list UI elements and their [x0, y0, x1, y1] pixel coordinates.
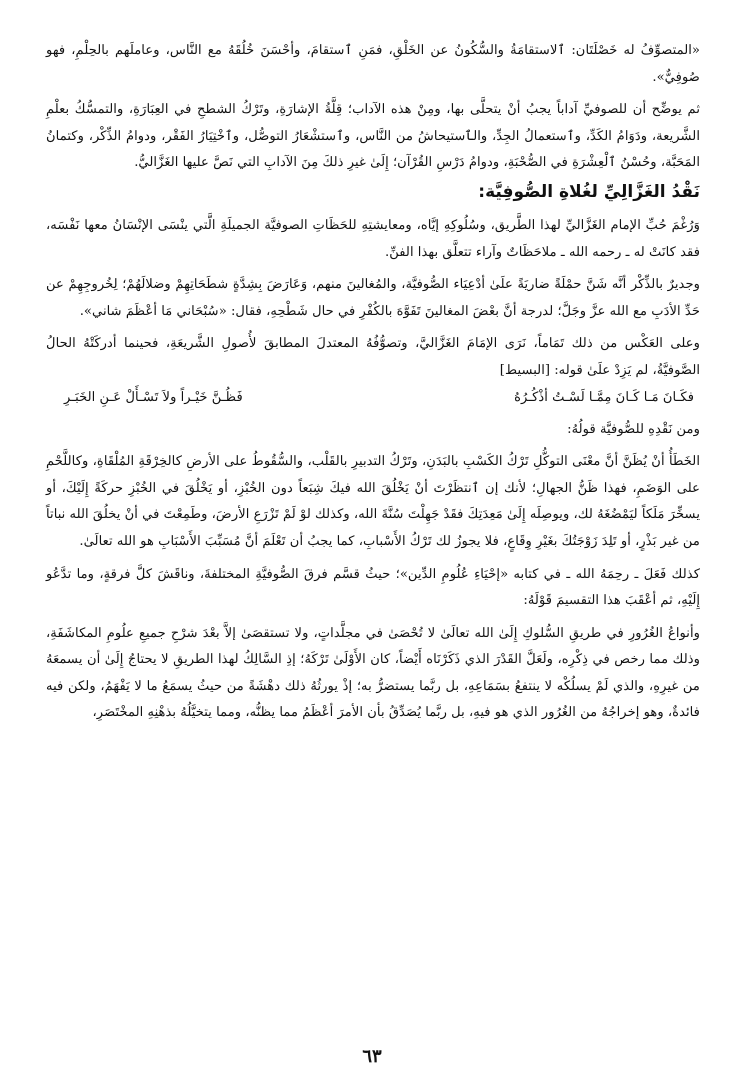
- paragraph-critique: وجديرٌ بالذِّكْر أنَّه شَنَّ حمْلَةً ضاريَةً علَىٰ أدْعِيَاء الصُّوفيَّة، والمُغالينَ منهم، وَعَارَضَ بِشِدَّةٍ شطَحَاتِهِمْ وضلالَهُمْ؛ لِخُروجِهِمْ عن حَدِّ الأدَبِ مع الله عزَّ وجَلَّ؛ لدرجة أنَّ بعْضَ المغالينَ تَفَوَّهَ بالكُفْرِ في حال شَطْحِهِ، فقال: «سُبْحَاني مَا أعْظَمَ شاني».: [46, 277, 700, 319]
- paragraph-ihya: كذلك فَعَلَ ـ رحِمَهُ الله ـ في كتابه «إحْيَاءِ عُلُومِ الدِّين»؛ حيثُ قسَّم فرقَ الصُّوفيَّةِ المختلفةَ، وناقَشَ كلَّ فرقةٍ، وما تدَّعُو إِلَيْهِ، ثم أعْقَبَ هذا التقسيمَ قَوْلَهُ:: [46, 566, 700, 609]
- paragraph-love-of-path: وَرُغْمَ حُبِّ الإمام الغَزَّاليِّ لهذا الطَّريق، وسُلُوكِهِ إيَّاه، ومعايشتِهِ للحَظَاتِ الصوفيَّة الجميلَةِ الَّتي ينْسَى الإنْسَانُ معها نَفْسَه، فقد كانَتْ له ـ رحمه الله ـ ملاحَظَاتٌ وآراء تتعلَّق بهذا الفنِّ.: [46, 217, 700, 260]
- paragraph-intro-quote: ومن نَقْدِهِ للصُّوفيَّة قولُهُ:: [567, 421, 700, 437]
- document-page: [46, 38, 700, 727]
- paragraph-contrast: وعلى العَكْس من ذلك تَمَاماً، نَرَى الإمَامَ الغَزَّاليَّ، وتصوُّفُهُ المعتدلَ المطابقَ لأُصولِ الشَّريعَةِ، فحينما أدركَتْهُ الحالُ الصَّوفيَّةُ، لم يَزِدْ علَىٰ قوله: [البسيط]: [46, 336, 700, 378]
- paragraph-etiquettes: ثم يوضِّح أن للصوفيِّ آداباً يجبُ أنْ يتحلَّى بها، ومِنْ هذه الآداب؛ قِلَّةُ الإشارَةِ، وتَرْكُ الشطحِ في العِبَارَةِ، والتمسُّكُ بعلْمِ الشَّريعة، ودَوَامُ الكَدِّ، وٱستعمالُ الجِدِّ، والٱستيحاشُ من النَّاس، وٱستشْعَارُ التوصُّل، وٱخْتِيَارُ الفَقْر، ودوامُ الذِّكْر، وكتمانُ المَحَبَّة، وحُسْنُ ٱلْعِشْرَةِ في الصُّحْبَةِ، ودوامُ دَرْسِ القُرْآن؛ إِلَىٰ غيرِ ذلكَ مِنَ الآدابِ التي نَصَّ عليها الغَزَّاليُّ.: [46, 102, 700, 171]
- paragraph-ghurur: وأنواعُ الغُرُورِ في طريقِ السُّلوكِ إِلَىٰ الله تعالَىٰ لا تُحْصَىٰ في مجلَّداتٍ، ولا تستقصَىٰ إلاَّ بعْدَ شرْحِ جميعِ علُومِ المكاشَفَةِ، وذلك مما رخص في ذِكْرِه، ولَعَلَّ القَدْرَ الذي ذَكَرْنَاه أَيْضاً، كان الأَوْلَىٰ تَرْكَهُ؛ إذِ السَّالِكُ لهذا الطريقِ لا يحتاجُ إِلَىٰ أن يسمعَهُ من غيرِهِ، والذي لَمْ يسلُكْه لا ينتفعُ بسَمَاعِهِ، بل ربَّما يستضرُّ به؛ إذْ يورثُهُ ذلك دهْشَةً من حيثُ يسمَعُ ما لا يَفْهَمُ، ولكن فيه فائدةٌ، وهو إخراجُهُ من الغُرُور الذي هو فيهِ، بل ربَّما يُصَدِّقُ بأن الأمرَ أعْظَمُ مما يظنُّه، ومما يتخيَّلُهُ بذهْنِهِ المخْتَصَرِ،: [46, 625, 700, 721]
- section-heading: نَقْدُ الغَزَّالِيِّ لغُلاةِ الصُّوفِيَّة:: [478, 181, 700, 202]
- paragraph-definition: «المتصوِّفُ له خَصْلَتَان: ٱلاستقامَةُ والسُّكُونُ عن الخَلْقِ، فمَنِ ٱستقامَ، وأحْسَنَ خُلُقَهُ مع النَّاس، وعاملَهم بالحِلْمِ، فهو صُوفِيٌّ».: [46, 43, 700, 85]
- verse-second-hemistich: فَظُـنَّ خَيْـراً ولاَ تَسْـأَلْ عَـنِ الخَبَـرِ: [64, 389, 243, 405]
- page-number: ٦٣: [362, 1046, 382, 1067]
- verse-first-hemistich: فكَـانَ مَـا كَـانَ مِمَّـا لَسْـتُ أذْكُـرُهُ: [514, 389, 694, 405]
- verse-line: [46, 385, 700, 411]
- paragraph-tawakkul: الخَطَأُ أنْ يُظَنَّ أنَّ معْنَى التوكُّلِ تَرْكُ الكَسْبِ بالبَدَنِ، وتَرْكُ التدبيرِ بالقَلْب، والسُّقُوطُ على الأرضِ كالخِرْقَةِ المُلْقَاةِ، وكاللَّحْمِ على الوَضَمِ، فهذا ظَنُّ الجهالِ؛ لأنك إن ٱنتظَرْتَ أنْ يَخْلُقَ الله فيكَ شِبَعاً دون الخُبْزِ، أو يَخْلُقَ في الخُبْزِ حركَةً إِلَيْكَ، أو يسخِّرَ مَلَكاً ليَمْضُغَهُ لك، ويوصِلَه إِلَىٰ مَعِدَتِكَ فقَدْ جَهِلْتَ سُنَّةَ الله، وكذلك لوْ لَمْ تَزْرَعِ الأرضَ، وطَمِعْتَ في أنْ يخلُقَ الله نباتاً من غير بَذْرٍ، أو تَلِدَ زَوْجَتُكَ بغَيْرِ وِقَاعٍ، فلا يجوزُ لك تَرْكُ الأَسْبابِ، كما يجبُ أن تَعْلَمَ أنَّ مُسَبِّبَ الأَسْبَابِ هو الله تعالَىٰ.: [46, 454, 700, 549]
